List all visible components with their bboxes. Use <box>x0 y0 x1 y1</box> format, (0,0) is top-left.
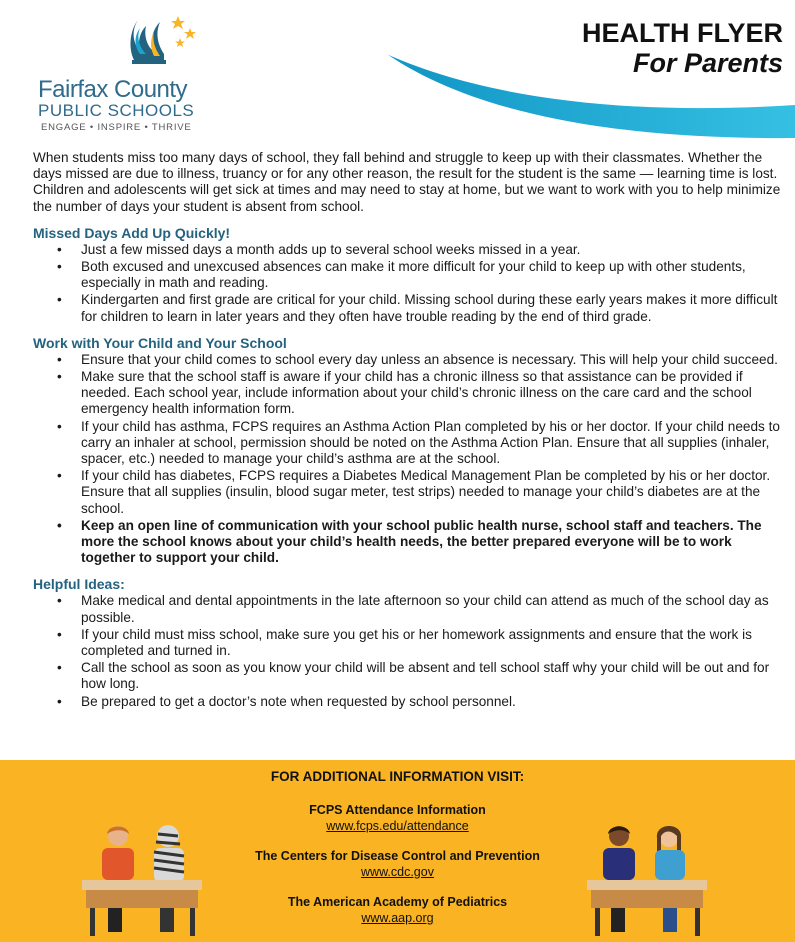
cdc-link[interactable]: www.cdc.gov <box>361 865 434 879</box>
students-at-desk-left-illustration <box>80 822 205 937</box>
resource-name: FCPS Attendance Information <box>309 803 486 817</box>
list-item: • If your child must miss school, make sure you get his or her homework assignments and ensure that the work is completed and turned in. <box>81 627 783 659</box>
section-heading-helpful-ideas: Helpful Ideas: <box>33 576 125 593</box>
resource-name: The Centers for Disease Control and Prevention <box>255 849 540 863</box>
list-item: • If your child has diabetes, FCPS requires a Diabetes Medical Management Plan be completed by his or her doctor. Ensure that all supplies (insulin, blood sugar meter, test strips) needed to manage your child’s diabetes are at the school. <box>81 468 783 517</box>
list-item: • Make medical and dental appointments in the late afternoon so your child can attend as much of the school day as possible. <box>81 593 783 625</box>
students-at-desk-right-illustration <box>585 822 710 937</box>
footer-title: FOR ADDITIONAL INFORMATION VISIT: <box>270 769 525 784</box>
list-item: • Both excused and unexcused absences can make it more difficult for your child to keep up with other students, especially in math and reading. <box>81 259 783 291</box>
list-item: • Just a few missed days a month adds up to several school weeks missed in a year. <box>81 242 783 258</box>
section-heading-missed-days: Missed Days Add Up Quickly! <box>33 224 231 241</box>
resource-name: The American Academy of Pediatrics <box>287 895 508 909</box>
fcps-attendance-link[interactable]: www.fcps.edu/attendance <box>326 819 469 833</box>
logo-subtitle: PUBLIC SCHOOLS <box>38 101 195 120</box>
list-item: • Make sure that the school staff is aware if your child has a chronic illness so that assistance can be provided if needed. Each school year, include information about your child’s chronic illness on the care card and the school emergency health information form. <box>81 369 783 418</box>
logo-name: Fairfax County <box>38 76 188 103</box>
list-item: • If your child has asthma, FCPS requires an Asthma Action Plan completed by his or her doctor. If your child needs to carry an inhaler at school, permission should be noted on the Asthma Action Plan. Ensure that all supplies (inhaler, spacer, etc.) needed to manage your child’s asthma are at the school. <box>81 419 783 468</box>
list-item: • Be prepared to get a doctor’s note when requested by school personnel. <box>81 694 783 710</box>
logo-tagline: ENGAGE • INSPIRE • THRIVE <box>41 122 192 133</box>
list-item: • Kindergarten and first grade are critical for your child. Missing school during these early years makes it more difficult for children to learn in later years and they often have trouble reading by the end of third grade. <box>81 292 783 324</box>
missed-days-list <box>33 242 783 325</box>
main-content <box>33 150 783 711</box>
flyer-subtitle: For Parents <box>632 48 783 78</box>
aap-link[interactable]: www.aap.org <box>361 911 434 925</box>
section-heading-work-with-school: Work with Your Child and Your School <box>33 334 287 351</box>
fcps-logo <box>38 14 228 136</box>
list-item: • Ensure that your child comes to school every day unless an absence is necessary. This will help your child succeed. <box>81 352 783 368</box>
resources-footer <box>0 760 795 942</box>
header <box>0 0 795 150</box>
list-item: • Call the school as soon as you know your child will be absent and tell school staff why your child will be out and for how long. <box>81 660 783 692</box>
helpful-ideas-list <box>33 593 783 709</box>
flyer-title-block <box>582 18 783 78</box>
flyer-title: HEALTH FLYER <box>581 18 783 48</box>
intro-paragraph: When students miss too many days of school, they fall behind and struggle to keep up with their classmates. Whether the days missed are due to illness, truancy or for any other reason, the result for the student is the same — learning time is lost. Children and adolescents will get sick at times and may need to stay at home, but we want to work with you to help minimize the number of days your student is absent from school. <box>33 150 781 214</box>
list-item-emphasis: • Keep an open line of communication with your school public health nurse, school staff and teachers. The more the school knows about your child’s health needs, the better prepared everyone will be to work together to support your child. <box>81 518 783 567</box>
work-with-school-list <box>33 352 783 567</box>
flame-logo-icon <box>120 14 200 74</box>
